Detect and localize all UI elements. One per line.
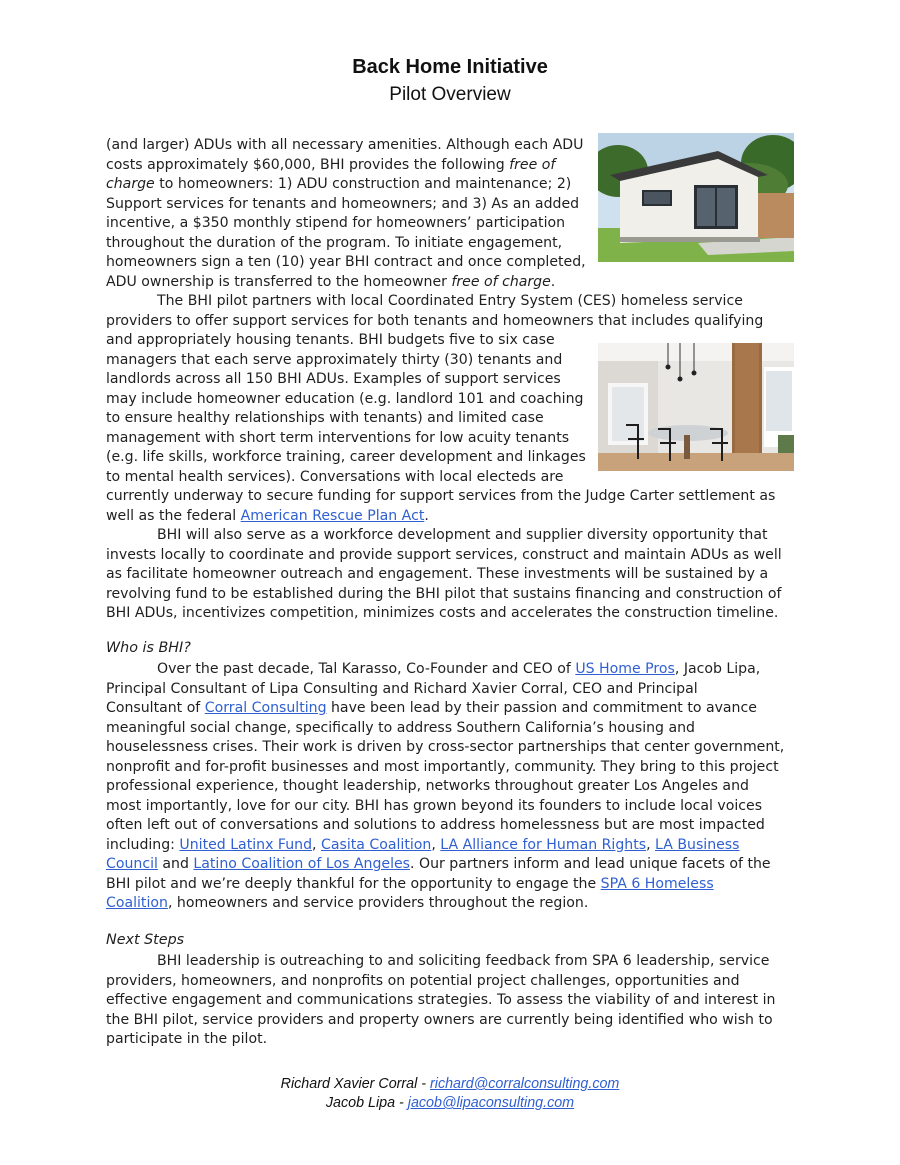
text-line: revolving fund to be established during the BHI pilot that sustains financing and construction of (106, 585, 782, 602)
page-subtitle: Pilot Overview (389, 84, 511, 105)
text-line: BHI will also serve as a workforce development and supplier diversity opportunity that (157, 527, 768, 543)
text-line: effective engagement and communications strategies. To assess the viability of and interest in (106, 992, 776, 1008)
text-line: The BHI pilot partners with local Coordinated Entry System (CES) homeless service (157, 293, 743, 309)
text-line: charge to homeowners: 1) ADU construction and maintenance; 2) (106, 176, 572, 192)
text-line: BHI pilot and we’re deeply thankful for the opportunity to engage the SPA 6 Homeless (106, 875, 714, 892)
text-line: as facilitate homeowner outreach and engagement. These investments will be sustained by a (106, 566, 769, 582)
text-line: Council and Latino Coalition of Los Angeles. Our partners inform and lead unique facets of the (106, 856, 771, 872)
text-line: and appropriately housing tenants. BHI budgets five to six case (106, 332, 555, 348)
american-rescue-plan-link[interactable]: American Rescue Plan Act (240, 507, 425, 524)
corral-consulting-link[interactable]: Corral Consulting (204, 700, 327, 716)
casita-coalition-link[interactable]: Casita Coalition (321, 836, 432, 853)
text-line: houselessness crises. Their work is driven by cross-sector partnerships that center government, (106, 739, 785, 755)
text-line: throughout the duration of the program. To initiate engagement, (106, 234, 563, 251)
text-line: may include homeowner education (e.g. landlord 101 and coaching (106, 390, 584, 407)
next-steps-heading: Next Steps (106, 932, 185, 948)
text-line: participate in the pilot. (106, 1031, 268, 1047)
adu-interior-photo (598, 343, 794, 471)
us-home-pros-link[interactable]: US Home Pros (575, 661, 675, 677)
page-title: Back Home Initiative (352, 56, 548, 78)
signature-corral: Richard Xavier Corral - richard@corralconsulting.com (280, 1076, 620, 1092)
text-line: landlords across all 150 BHI ADUs. Examples of support services (106, 371, 561, 387)
text-line: incentive, a $350 monthly stipend for homeowners’ participation (106, 215, 566, 231)
text-line: Principal Consultant of Lipa Consulting and Richard Xavier Corral, CEO and Principal (106, 680, 698, 697)
text-line: Coalition, homeowners and service providers throughout the region. (106, 895, 589, 911)
text-line: costs approximately $60,000, BHI provides the following free of (106, 156, 556, 173)
text-line: most importantly, love for our city. BHI has grown beyond its founders to include local voices (106, 797, 763, 814)
text-line: providers to offer support services for both tenants and homeowners that includes qualifying (106, 312, 764, 329)
richard-email-link[interactable]: richard@corralconsulting.com (430, 1076, 620, 1092)
text-line: nonprofit and for-profit businesses and most importantly, community. They bring to this project (106, 758, 779, 775)
la-business-council-link[interactable]: LA Business (655, 836, 740, 853)
united-latinx-fund-link[interactable]: United Latinx Fund (179, 836, 313, 853)
text-line: BHI ADUs, incentivizes competition, minimizes costs and accelerates the construction timeline. (106, 605, 779, 621)
signature-lipa: Jacob Lipa - jacob@lipaconsulting.com (325, 1095, 575, 1111)
text-line: currently underway to secure funding for support services from the Judge Carter settlement as (106, 488, 776, 504)
spa6-homeless-coalition-link-cont[interactable]: Coalition (106, 895, 168, 911)
text-line: professional experience, thought leadership, networks throughout greater Los Angeles and (106, 778, 749, 794)
text-line: including: United Latinx Fund, Casita Coalition, LA Alliance for Human Rights, LA Business (106, 836, 740, 853)
adu-exterior-photo (598, 133, 794, 262)
text-line: to ensure healthy relationships with tenants) and limited case (106, 410, 544, 426)
text-line: Support services for tenants and homeowners; and 3) As an added (106, 195, 580, 212)
text-line: the BHI pilot, service providers and property owners are currently being identified who wish to (106, 1011, 773, 1028)
text-line: management with short term interventions for low acuity tenants (106, 429, 570, 446)
text-line: managers that each serve approximately thirty (30) tenants and (106, 351, 563, 368)
text-line: BHI leadership is outreaching to and soliciting feedback from SPA 6 leadership, service (157, 953, 770, 969)
text-line: often left out of conversations and solutions to address homelessness but are most impacted (106, 817, 765, 833)
latino-coalition-link[interactable]: Latino Coalition of Los Angeles (193, 856, 411, 872)
text-line: ADU ownership is transferred to the homeowner free of charge. (106, 273, 556, 290)
la-alliance-link[interactable]: LA Alliance for Human Rights (440, 836, 647, 853)
who-is-bhi-heading: Who is BHI? (106, 640, 191, 656)
la-business-council-link-cont[interactable]: Council (106, 856, 158, 872)
text-line: Over the past decade, Tal Karasso, Co-Founder and CEO of US Home Pros, Jacob Lipa, (157, 661, 761, 677)
text-line: to mental health services). Conversations with local electeds are (106, 468, 564, 485)
text-line: well as the federal American Rescue Plan Act. (106, 507, 429, 524)
text-line: (and larger) ADUs with all necessary amenities. Although each ADU (106, 137, 584, 153)
text-line: invests locally to coordinate and provide support services, construct and maintain ADUs as well (106, 546, 782, 563)
text-line: Consultant of Corral Consulting have been lead by their passion and commitment to avance (106, 700, 757, 716)
spa6-homeless-coalition-link[interactable]: SPA 6 Homeless (600, 875, 714, 892)
jacob-email-link[interactable]: jacob@lipaconsulting.com (407, 1095, 575, 1111)
text-line: homeowners sign a ten (10) year BHI contract and once completed, (106, 254, 586, 270)
text-line: (e.g. life skills, workforce training, career development and linkages (106, 449, 586, 465)
text-line: meaningful social change, specifically to address Southern California’s housing and (106, 719, 695, 736)
text-line: providers, homeowners, and nonprofits on potential project challenges, opportunities and (106, 972, 740, 989)
